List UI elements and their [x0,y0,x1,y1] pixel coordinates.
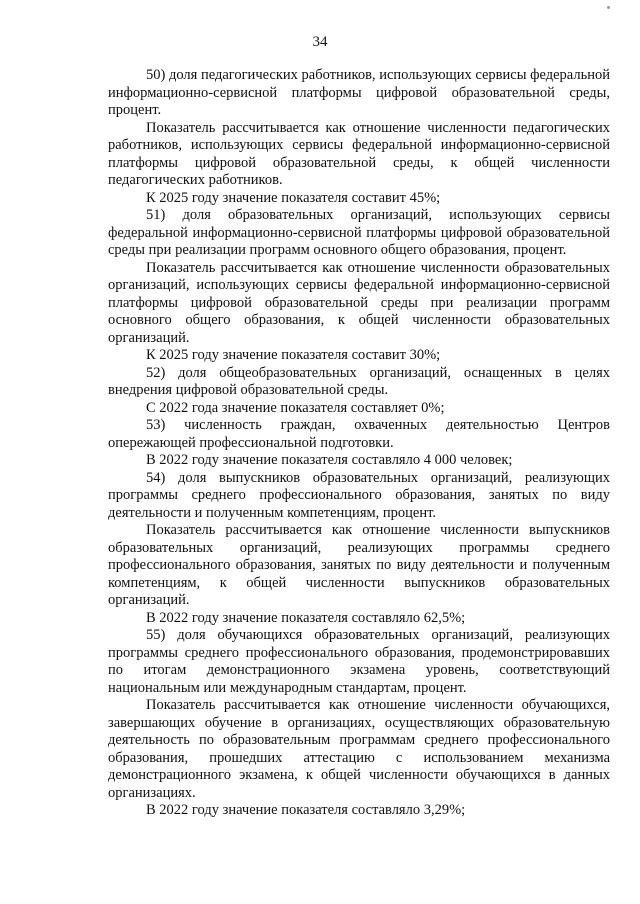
paragraph-indicator-50-method: Показатель рассчитывается как отношение численности педагогических работников, использующих сервисы федеральной информационно-сервисной платформы цифровой образовательной среды, к общей численности педагогических работников. [108,119,610,188]
document-body [108,67,610,820]
paragraph-indicator-54-value: В 2022 году значение показателя составляло 62,5%; [146,609,466,626]
paragraph-indicator-55: 55) доля обучающихся образовательных организаций, реализующих программы среднего профессионального образования, продемонстрировавших по итогам демонстрационного экзамена уровень, соответствующий национальным или международным стандартам, процент. [108,627,610,696]
paragraph-indicator-50-target: К 2025 году значение показателя составит 45%; [146,189,441,206]
paragraph-indicator-53-value: В 2022 году значение показателя составляло 4 000 человек; [146,452,513,468]
paragraph-indicator-51-method: Показатель рассчитывается как отношение численности образовательных организаций, использующих сервисы федеральной информационно-сервисной платформы цифровой образовательной среды при реализации программ основного общего образования, к общей численности образовательных организаций. [108,259,610,346]
paragraph-indicator-53: 53) численность граждан, охваченных деятельностью Центров опережающей профессиональной подготовки. [108,417,610,451]
paragraph-indicator-50: 50) доля педагогических работников, использующих сервисы федеральной информационно-сервисной платформы цифровой образовательной среды, процент. [108,67,610,118]
paragraph-indicator-55-method: Показатель рассчитывается как отношение численности обучающихся, завершающих обучение в организациях, осуществляющих образовательную деятельность по образовательным программам среднего профессионального образования, прошедших аттестацию с использованием механизма демонстрационного экзамена, к общей численности обучающихся в данных организациях. [108,697,610,801]
paragraph-indicator-52: 52) доля общеобразовательных организаций, оснащенных в целях внедрения цифровой образовательной среды. [108,364,610,398]
paragraph-indicator-51-target: К 2025 году значение показателя составит 30%; [146,347,441,363]
paragraph-indicator-51: 51) доля образовательных организаций, использующих сервисы федеральной информационно-сервисной платформы цифровой образовательной среды при реализации программ основного общего образования, процент. [108,207,610,258]
paragraph-indicator-54: 54) доля выпускников образовательных организаций, реализующих программы среднего профессионального образования, занятых по виду деятельности и полученным компетенциям, процент. [108,469,610,521]
page-number: 34 [312,34,328,50]
corner-speck [607,6,610,9]
paragraph-indicator-54-method: Показатель рассчитывается как отношение численности выпускников образовательных организаций, реализующих программы среднего профессионального образования, занятых по виду деятельности и полученным компетенциям, к общей численности выпускников образовательных организаций. [108,522,610,608]
paragraph-indicator-55-value: В 2022 году значение показателя составляло 3,29%; [146,802,466,818]
paragraph-indicator-52-value: С 2022 года значение показателя составляет 0%; [146,399,445,416]
